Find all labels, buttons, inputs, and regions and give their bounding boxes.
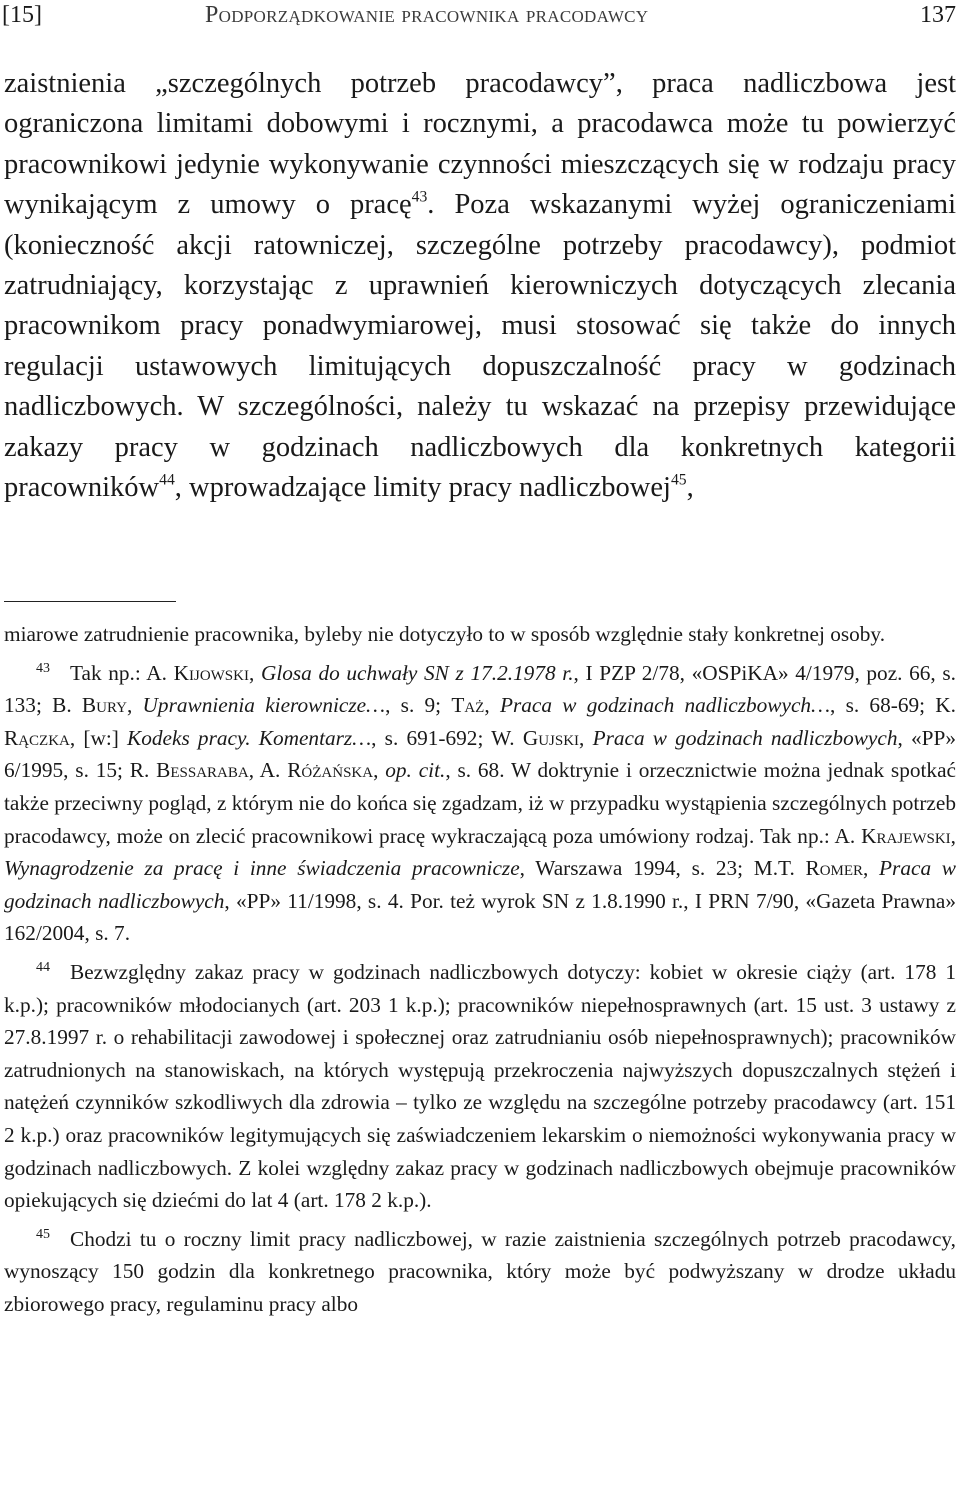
author-name: Kijowski	[173, 660, 249, 685]
text-run: , s. 691-692; W.	[371, 725, 523, 750]
author-name: Gujski	[522, 725, 580, 750]
text-run: zaistnienia „szczególnych potrzeb pracodawcy”, praca nadliczbowa jest ograniczona limitami dobowymi i rocznymi, a pracodawca może tu powierzyć pracownikowi jedynie wykonywanie czynności mieszczących się w rodzaju pracy wynikającym z umowy o pracę	[4, 68, 956, 221]
text-run: ,	[686, 472, 694, 504]
text-run: ,	[248, 660, 261, 685]
text-run: , wprowadzające limity pracy nadliczbowej	[174, 472, 671, 504]
text-run: , A.	[248, 758, 288, 783]
work-title: Praca w godzinach nadliczbowych	[592, 725, 898, 750]
running-title: Podporządkowanie pracownika pracodawcy	[205, 2, 649, 28]
work-title: Wynagrodzenie za pracę i inne świadczenia pracownicze	[4, 856, 520, 881]
text-run: , «PP» 6/1995, s. 15; R.	[4, 725, 956, 783]
author-name: Taż	[451, 693, 485, 718]
text-run: Chodzi tu o roczny limit pracy nadliczbowej, w razie zaistnienia szczególnych potrzeb pracodawcy, wynoszący 150 godzin dla konkretnego pracownika, który może być podwyższany w drodze układu zbiorowego pracy, regulaminu pracy albo	[4, 1226, 956, 1316]
text-run: ,	[373, 758, 386, 783]
page-header	[0, 0, 960, 36]
text-run: , I PZP 2/78, «OSPiKA» 4/1979, poz. 66, s. 133; B.	[4, 660, 956, 718]
text-run: Bezwzględny zakaz pracy w godzinach nadliczbowych dotyczy: kobiet w okresie ciąży (art. 178 1 k.p.); pracowników młodocianych (art. 203 1 k.p.); pracowników niepełnosprawnych (art. 15 ust. 3 ustawy z 27.8.1997 r. o rehabilitacji zawodowej i społecznej oraz zatrudnianiu osób niepełnosprawnych); pracowników zatrudnionych na stanowiskach, na których występują przekroczenia najwyższych dopuszczalnych stężeń i natężeń czynników szkodliwych dla zdrowia – tylko ze względu na szczególne potrzeby pracodawcy (art. 151 2 k.p.) oraz pracowników legitymujących się zaświadczeniem lekarskim o niemożności wykonywania pracy w godzinach nadliczbowych. Z kolei względny zakaz pracy w godzinach nadliczbowych obejmuje pracowników opiekujących się dziećmi do lat 4 (art. 178 2 k.p.).	[4, 959, 956, 1213]
page-number: 137	[920, 2, 956, 28]
work-title: op. cit.	[385, 758, 446, 783]
work-title: Glosa do uchwały SN z 17.2.1978 r.	[260, 660, 574, 685]
text-run: Poza wskazanymi wyżej ograniczeniami (konieczność akcji ratowniczej, szczególne potrzeby pracodawcy), podmiot zatrudniający, korzystając z uprawnień kierowniczych dotyczących zlecania pracownikom pracy ponadwymiarowej, musi stosować się także do innych regulacji ustawowych limitujących dopuszczalność pracy w godzinach nadliczbowych. W szczególności, należy tu wskazać na przepisy przewidujące zakazy pracy w godzinach nadliczbowych dla konkretnych kategorii pracowników	[4, 189, 957, 504]
text-run: ,	[484, 693, 500, 718]
author-name: Krajewski	[861, 823, 951, 848]
text-run: ,	[863, 856, 880, 881]
footnote-45: 45 Chodzi tu o roczny limit pracy nadliczbowej, w razie zaistnienia szczególnych potrzeb pracodawcy, wynoszący 150 godzin dla konkretnego pracownika, który może być podwyższany w drodze układu zbiorowego pracy, regulaminu pracy albo	[4, 1226, 956, 1316]
text-run: , s. 9;	[385, 693, 452, 718]
work-title: Kodeks pracy. Komentarz…	[127, 725, 372, 750]
footnotes	[4, 618, 956, 1320]
author-name: Bessaraba	[156, 758, 249, 783]
footnote-43: 43 Tak np.: A. Kijowski, Glosa do uchwały SN z 17.2.1978 r., I PZP 2/78, «OSPiKA» 4/1979, poz. 66, s. 133; B. Bury, Uprawnienia kierownicze…, s. 9; Taż, Praca w godzinach nadliczbowych…, s. 68-69; K. Rączka, [w:] Kodeks pracy. Komentarz…, s. 691-692; W. Gujski, Praca w godzinach nadliczbowych, «PP» 6/1995, s. 15; R. Bessaraba, A. Różańska, op. cit., s. 68. W doktrynie i orzecznictwie można jednak spotkać także przeciwny pogląd, z którym nie do końca się zgadzam, iż w przypadku wystąpienia szczególnych potrzeb pracodawcy, może on zlecić pracownikowi pracę wykraczającą poza umówiony rodzaj. Tak np.: A. Krajewski, Wynagrodzenie za pracę i inne świadczenia pracownicze, Warszawa 1994, s. 23; M.T. Romer, Praca w godzinach nadliczbowych, «PP» 11/1998, s. 4. Por. też wyrok SN z 1.8.1990 r., I PRN 7/90, «Gazeta Prawna» 162/2004, s. 7.	[4, 660, 956, 946]
author-name: Różańska	[287, 758, 374, 783]
author-name: Romer	[805, 856, 864, 881]
work-title: Praca w godzinach nadliczbowych…	[499, 693, 830, 718]
text-run: , «PP» 11/1998, s. 4. Por. też wyrok SN z 1.8.1990 r., I PRN 7/90, «Gazeta Prawna» 162/2004, s. 7.	[4, 888, 956, 946]
author-name: Bury	[81, 693, 127, 718]
text-run: Tak np.: A.	[70, 660, 174, 685]
footnote-separator	[4, 601, 176, 602]
footnote-44: 44 Bezwzględny zakaz pracy w godzinach nadliczbowych dotyczy: kobiet w okresie ciąży (art. 178 1 k.p.); pracowników młodocianych (art. 203 1 k.p.); pracowników niepełnosprawnych (art. 15 ust. 3 ustawy z 27.8.1997 r. o rehabilitacji zawodowej i społecznej oraz zatrudnianiu osób niepełnosprawnych); pracowników zatrudnionych na stanowiskach, na których występują przekroczenia najwyższych dopuszczalnych stężeń i natężeń czynników szkodliwych dla zdrowia – tylko ze względu na szczególne potrzeby pracodawcy (art. 151 2 k.p.) oraz pracowników legitymujących się zaświadczeniem lekarskim o niemożności wykonywania pracy w godzinach nadliczbowych. Z kolei względny zakaz pracy w godzinach nadliczbowych obejmuje pracowników opiekujących się dziećmi do lat 4 (art. 178 2 k.p.).	[4, 959, 956, 1213]
text-run: ,	[579, 725, 593, 750]
work-title: Praca w godzinach nadliczbowych	[4, 856, 956, 913]
main-text	[4, 64, 956, 508]
text-run: ,	[950, 823, 956, 848]
section-number: [15]	[2, 2, 42, 28]
text-run: , [w:]	[69, 725, 128, 750]
text-run: , Warszawa 1994, s. 23; M.T.	[519, 856, 806, 881]
text-run: , s. 68. W doktrynie i orzecznictwie można jednak spotkać także przeciwny pogląd, z którym nie do końca się zgadzam, iż w przypadku wystąpienia szczególnych potrzeb pracodawcy, może on zlecić pracownikowi pracę wykraczającą poza umówiony rodzaj. Tak np.: A.	[4, 758, 956, 848]
footnote-ref[interactable]: 44	[159, 471, 175, 489]
footnote-continuation: miarowe zatrudnienie pracownika, byleby nie dotyczyło to w sposób względnie stały konkretnej osoby.	[4, 622, 886, 646]
footnote-ref[interactable]: 45	[670, 471, 687, 489]
text-run: , s. 68-69; K.	[830, 693, 956, 718]
paragraph	[4, 64, 956, 508]
text-run: .	[427, 189, 455, 221]
text-run: ,	[126, 693, 143, 718]
work-title: Uprawnienia kierownicze…	[142, 693, 386, 718]
author-name: Rączka	[4, 725, 70, 750]
footnote-ref[interactable]: 43	[411, 188, 428, 206]
